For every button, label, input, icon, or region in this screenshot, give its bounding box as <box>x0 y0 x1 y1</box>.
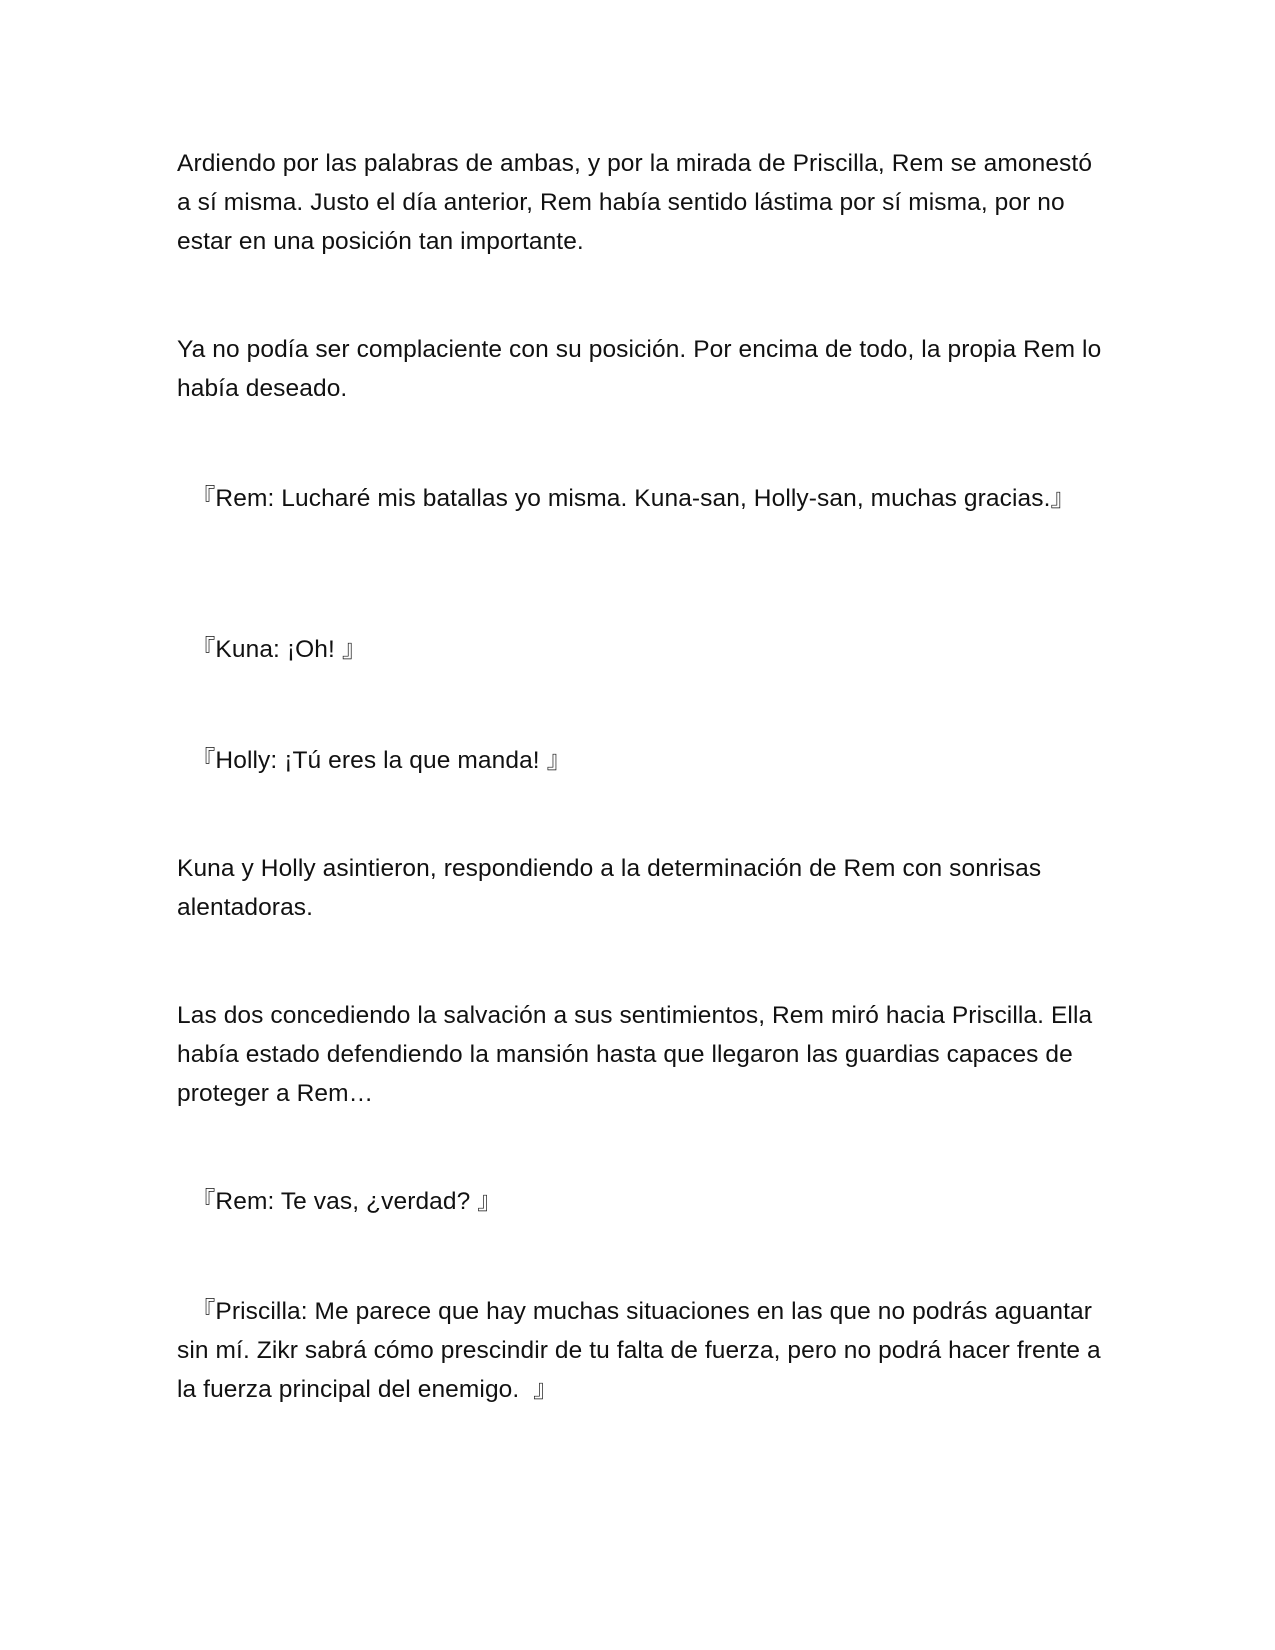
dialogue-holly: 『Holly: ¡Tú eres la que manda! 』 <box>177 747 572 774</box>
dialogue-kuna: 『Kuna: ¡Oh! 』 <box>177 636 367 663</box>
paragraph-3: Kuna y Holly asintieron, respondiendo a la determinación de Rem con sonrisas alentadoras. <box>177 855 1049 921</box>
dialogue-priscilla: 『Priscilla: Me parece que hay muchas situaciones en las que no podrás aguantar sin mí. Zikr sabrá cómo prescindir de tu falta de fuerza, pero no podrá hacer frente a la fuerza principal del enemigo. 』 <box>177 1298 1108 1403</box>
dialogue-rem-1: 『Rem: Lucharé mis batallas yo misma. Kuna-san, Holly-san, muchas gracias.』 <box>177 485 1076 512</box>
paragraph-2: Ya no podía ser complaciente con su posición. Por encima de todo, la propia Rem lo había deseado. <box>177 336 1109 402</box>
paragraph-4: Las dos concediendo la salvación a sus sentimientos, Rem miró hacia Priscilla. Ella había estado defendiendo la mansión hasta que llegaron las guardias capaces de proteger a Rem… <box>177 1002 1100 1107</box>
paragraph-1: Ardiendo por las palabras de ambas, y por la mirada de Priscilla, Rem se amonestó a sí misma. Justo el día anterior, Rem había sentido lástima por sí misma, por no estar en una posición tan importante. <box>177 150 1099 255</box>
dialogue-rem-2: 『Rem: Te vas, ¿verdad? 』 <box>177 1188 502 1215</box>
